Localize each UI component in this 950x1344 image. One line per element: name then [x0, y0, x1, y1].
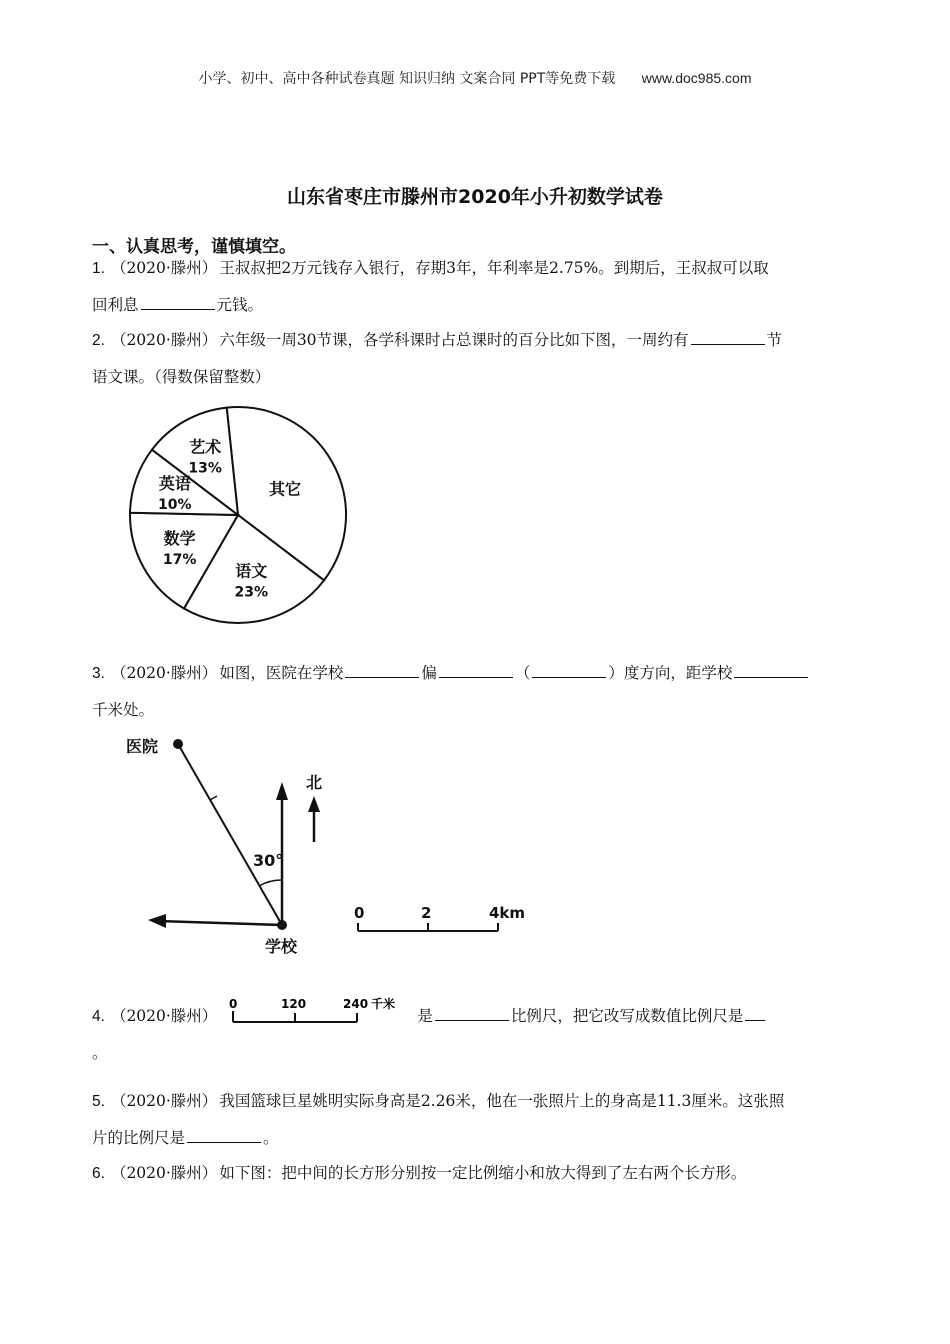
answer-blank[interactable] — [141, 291, 215, 310]
midpoint-tick — [210, 796, 217, 800]
answer-blank[interactable] — [745, 1002, 765, 1021]
answer-blank[interactable] — [345, 659, 419, 678]
question-source: （2020·滕州） — [110, 259, 218, 277]
scale-tick-label: 4km — [489, 904, 526, 922]
pie-slice-label: 数学 — [163, 528, 196, 548]
scale-tick-label: 0 — [354, 904, 365, 922]
header-text: 小学、初中、高中各种试卷真题 知识归纳 文案合同 PPT等免费下载 — [198, 71, 616, 87]
question-number: 6. — [92, 1165, 105, 1182]
question-text: 六年级一周30节课，各学科课时占总课时的百分比如下图，一周约有 — [219, 331, 689, 349]
north-label: 北 — [306, 773, 323, 792]
question-text: 元钱。 — [216, 296, 264, 314]
direction-figure — [118, 730, 538, 965]
scale-tick-label: 120 — [281, 997, 307, 1011]
pie-chart — [120, 405, 365, 625]
pie-slice-value: 23% — [234, 584, 268, 601]
pie-slice-value: 10% — [158, 496, 192, 513]
question-number: 4. — [92, 1008, 105, 1025]
question-4 — [92, 997, 862, 1071]
question-source: （2020·滕州） — [110, 1164, 218, 1182]
angle-label: 30° — [253, 851, 284, 870]
question-text: 。 — [92, 1044, 108, 1062]
question-text: 回利息 — [92, 296, 139, 314]
pie-slice-label: 其它 — [269, 479, 302, 499]
question-number: 3. — [92, 665, 105, 682]
question-text: 是 — [417, 1007, 433, 1025]
question-3 — [92, 655, 862, 728]
scale-unit-label: 千米 — [371, 997, 396, 1011]
question-source: （2020·滕州） — [110, 331, 218, 349]
question-text: （ — [514, 664, 531, 682]
north-line-arrow — [276, 782, 288, 800]
school-label: 学校 — [265, 937, 298, 956]
question-text: 。 — [263, 1129, 279, 1147]
answer-blank[interactable] — [532, 659, 606, 678]
question-number: 5. — [92, 1093, 105, 1110]
question-text: 片的比例尺是 — [92, 1129, 186, 1147]
question-text: 语文课。（得数保留整数） — [92, 368, 271, 386]
header-url[interactable]: www.doc985.com — [641, 70, 752, 86]
question-6 — [92, 1155, 862, 1192]
page-title: 山东省枣庄市滕州市2020年小升初数学试卷 — [287, 186, 663, 208]
west-arrow — [148, 914, 166, 928]
answer-blank[interactable] — [187, 1124, 261, 1143]
question-source: （2020·滕州） — [110, 664, 218, 682]
question-5 — [92, 1083, 862, 1156]
question-text: 千米处。 — [92, 701, 155, 719]
question-number: 2. — [92, 332, 105, 349]
question-number: 1. — [92, 260, 105, 277]
pie-slice-label: 英语 — [158, 473, 191, 493]
west-line — [158, 921, 282, 925]
school-point — [277, 920, 287, 930]
question-text: 如下图：把中间的长方形分别按一定比例缩小和放大得到了左右两个长方形。 — [219, 1164, 747, 1182]
answer-blank[interactable] — [691, 326, 765, 345]
question-text: ）度方向，距学校 — [608, 664, 733, 682]
answer-blank[interactable] — [435, 1002, 509, 1021]
scale-tick-label: 240 — [343, 997, 369, 1011]
question-source: （2020·滕州） — [110, 1092, 218, 1110]
question-text: 如图，医院在学校 — [219, 664, 344, 682]
hospital-label: 医院 — [126, 737, 159, 756]
question-text: 比例尺，把它改写成数值比例尺是 — [510, 1007, 744, 1025]
question-text: 节 — [766, 331, 783, 349]
question-text: 王叔叔把2万元钱存入银行，存期3年，年利率是2.75%。到期后，王叔叔可以取 — [219, 259, 769, 277]
question-source: （2020·滕州） — [110, 1007, 218, 1025]
scale-tick-label: 2 — [421, 904, 432, 922]
page-header — [0, 68, 950, 88]
question-2 — [92, 322, 862, 395]
answer-blank[interactable] — [734, 659, 808, 678]
angle-arc — [259, 880, 282, 886]
section-heading: 一、认真思考，谨慎填空。 — [92, 237, 296, 257]
north-arrow-icon — [308, 796, 320, 812]
scale-tick-label: 0 — [229, 997, 238, 1011]
question-text: 我国篮球巨星姚明实际身高是2.26米，他在一张照片上的身高是11.3厘米。这张照 — [219, 1092, 785, 1110]
pie-slice-label: 语文 — [235, 561, 268, 581]
pie-slice-value: 13% — [188, 460, 222, 477]
answer-blank[interactable] — [439, 659, 513, 678]
hospital-line — [178, 744, 282, 925]
pie-slice-value: 17% — [162, 551, 197, 568]
question-text: 偏 — [421, 664, 437, 682]
question-1 — [92, 250, 862, 323]
pie-slice-label: 艺术 — [189, 437, 222, 457]
line-scale-figure — [225, 997, 405, 1025]
